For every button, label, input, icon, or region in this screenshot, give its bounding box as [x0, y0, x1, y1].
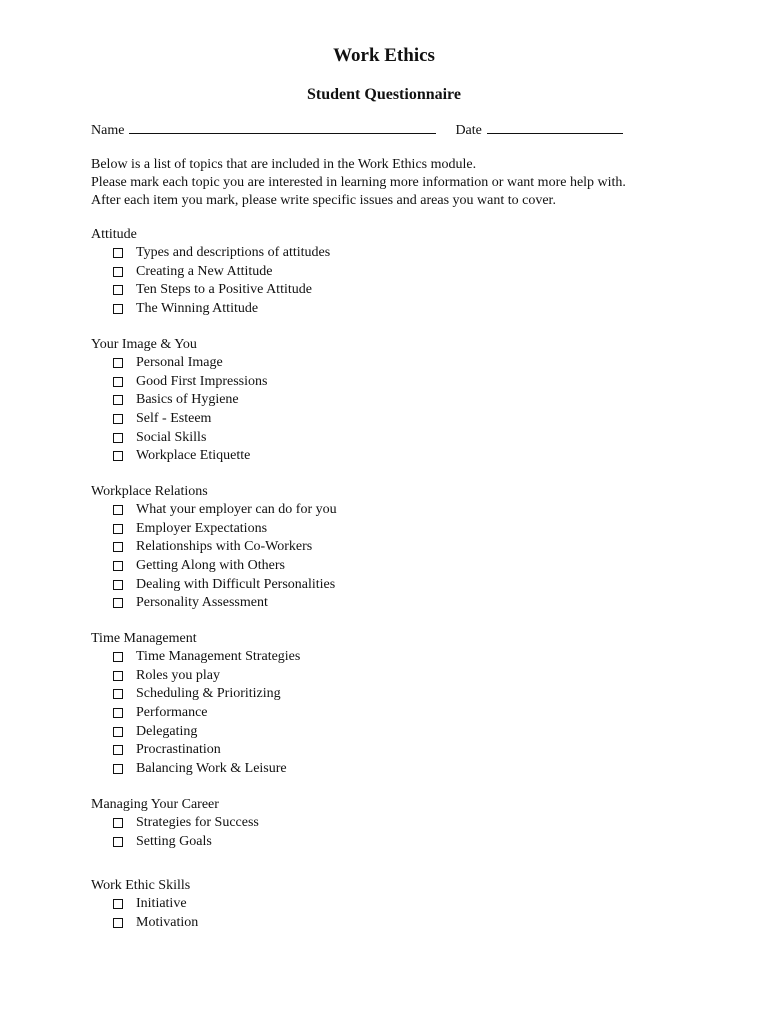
checkbox-icon[interactable] — [113, 451, 123, 461]
intro-paragraph — [91, 156, 626, 210]
checkbox-icon[interactable] — [113, 598, 123, 608]
section-your-image — [91, 336, 268, 466]
topic-label: Types and descriptions of attitudes — [136, 245, 331, 260]
checkbox-icon[interactable] — [113, 285, 123, 295]
topic-label: Good First Impressions — [136, 373, 268, 389]
topic-label: What your employer can do for you — [136, 502, 337, 517]
topic-label: Roles you play — [136, 667, 220, 683]
topic-item — [91, 520, 268, 539]
topic-item — [91, 685, 281, 704]
section-workplace-relations — [91, 483, 337, 613]
section-title: Work Ethic Skills — [91, 878, 191, 893]
topic-label: Procrastination — [136, 742, 221, 758]
topic-item — [91, 429, 207, 448]
topic-item — [91, 833, 219, 852]
section-title: Managing Your Career — [91, 797, 219, 812]
topic-item — [91, 538, 313, 557]
topic-label: Performance — [136, 705, 208, 721]
topic-label: Initiative — [136, 896, 187, 911]
checkbox-icon[interactable] — [113, 414, 123, 424]
section-title: Attitude — [91, 227, 137, 242]
topic-item — [91, 594, 268, 613]
topic-item — [91, 354, 223, 373]
name-blank[interactable] — [129, 121, 436, 134]
date-label: Date — [455, 123, 482, 138]
checkbox-icon[interactable] — [113, 727, 123, 737]
topic-item — [91, 576, 336, 595]
checkbox-icon[interactable] — [113, 248, 123, 258]
topic-item — [91, 391, 239, 410]
topic-item — [91, 447, 251, 466]
topic-item — [91, 704, 208, 723]
checkbox-icon[interactable] — [113, 745, 123, 755]
topic-label: Personality Assessment — [136, 595, 268, 611]
topic-item — [91, 895, 190, 914]
topic-item — [91, 667, 220, 686]
topic-label: Dealing with Difficult Personalities — [136, 576, 336, 592]
section-attitude — [91, 226, 331, 319]
topic-item — [91, 914, 199, 933]
topic-item — [91, 648, 301, 667]
topic-item — [91, 410, 212, 429]
section-title: Time Management — [91, 631, 197, 646]
topic-label: Basics of Hygiene — [136, 392, 239, 408]
topic-item — [91, 373, 268, 392]
checkbox-icon[interactable] — [113, 561, 123, 571]
name-date-line — [91, 121, 623, 140]
checkbox-icon[interactable] — [113, 837, 123, 847]
topic-label: Setting Goals — [136, 833, 212, 849]
topic-item — [91, 741, 221, 760]
topic-label: Scheduling & Prioritizing — [136, 686, 281, 702]
checkbox-icon[interactable] — [113, 708, 123, 718]
checkbox-icon[interactable] — [113, 671, 123, 681]
checkbox-icon[interactable] — [113, 358, 123, 368]
section-managing-career — [91, 796, 259, 851]
checkbox-icon[interactable] — [113, 395, 123, 405]
checkbox-icon[interactable] — [113, 505, 123, 515]
topic-label: Motivation — [136, 914, 199, 930]
checkbox-icon[interactable] — [113, 689, 123, 699]
intro-line: Please mark each topic you are interested in learning more information or want more help with. — [91, 175, 626, 190]
checkbox-icon[interactable] — [113, 899, 123, 909]
topic-item — [91, 557, 285, 576]
checkbox-icon[interactable] — [113, 524, 123, 534]
date-blank[interactable] — [487, 121, 623, 134]
topic-item — [91, 300, 259, 319]
intro-line: Below is a list of topics that are included in the Work Ethics module. — [91, 157, 477, 172]
section-time-management — [91, 630, 301, 779]
topic-label: Time Management Strategies — [136, 649, 301, 664]
topic-label: Social Skills — [136, 429, 207, 445]
checkbox-icon[interactable] — [113, 433, 123, 443]
intro-line: After each item you mark, please write specific issues and areas you want to cover. — [91, 193, 556, 208]
topic-item — [91, 814, 259, 833]
topic-item — [91, 760, 287, 779]
checkbox-icon[interactable] — [113, 580, 123, 590]
document-title: Work Ethics — [333, 45, 435, 66]
checkbox-icon[interactable] — [113, 304, 123, 314]
topic-label: Relationships with Co-Workers — [136, 539, 313, 555]
checkbox-icon[interactable] — [113, 542, 123, 552]
topic-label: Employer Expectations — [136, 520, 268, 536]
topic-label: Ten Steps to a Positive Attitude — [136, 282, 312, 298]
checkbox-icon[interactable] — [113, 377, 123, 387]
topic-label: Workplace Etiquette — [136, 448, 251, 464]
section-work-ethic-skills — [91, 877, 199, 932]
checkbox-icon[interactable] — [113, 918, 123, 928]
topic-label: Creating a New Attitude — [136, 263, 273, 279]
checkbox-icon[interactable] — [113, 764, 123, 774]
topic-label: Getting Along with Others — [136, 558, 285, 574]
document-subtitle: Student Questionnaire — [307, 86, 461, 103]
topic-item — [91, 263, 273, 282]
topic-item — [91, 723, 197, 742]
topic-label: Strategies for Success — [136, 815, 259, 830]
topic-item — [91, 501, 337, 520]
topic-label: Balancing Work & Leisure — [136, 761, 287, 777]
topic-label: The Winning Attitude — [136, 301, 259, 317]
section-title: Workplace Relations — [91, 484, 208, 499]
topic-label: Personal Image — [136, 355, 223, 370]
checkbox-icon[interactable] — [113, 652, 123, 662]
topic-item — [91, 281, 312, 300]
topic-label: Delegating — [136, 723, 198, 739]
section-title: Your Image & You — [91, 337, 197, 352]
name-label: Name — [91, 123, 125, 138]
topic-label: Self - Esteem — [136, 411, 212, 427]
checkbox-icon[interactable] — [113, 267, 123, 277]
topic-item — [91, 244, 331, 263]
checkbox-icon[interactable] — [113, 818, 123, 828]
